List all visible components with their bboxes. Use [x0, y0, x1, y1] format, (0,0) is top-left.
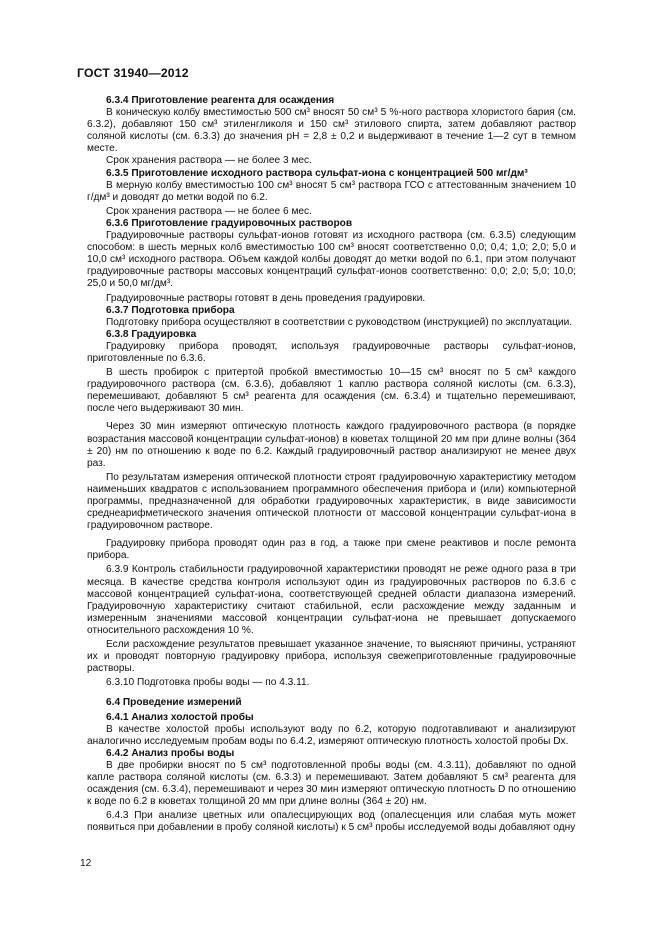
section-heading: 6.4.2 Анализ пробы воды	[106, 747, 235, 759]
paragraph: Градуировку прибора проводят один раз в год, а также при смене реактивов и после ремонта прибора.	[87, 538, 576, 562]
paragraph: 6.3.10 Подготовка пробы воды — по 4.3.11.	[106, 677, 310, 689]
paragraph: Градуировочные растворы сульфат-ионов готовят из исходного раствора (см. 6.3.5) следующим способом: в шесть мерных колб вместимостью 100 см³ вносят соответственно 0,0; 0,4; 1,0; 2,0; 5,0 и 10,0 см³ исходного раствора. Объем каждой колбы доводят до метки водой по 6.1, при этом получают градуировочные растворы массовых концентраций сульфат-ионов соответственно: 0,0; 2,0; 5,0; 10,0; 25,0 и 50,0 мг/дм³.	[87, 230, 576, 290]
paragraph: В мерную колбу вместимостью 100 см³ вносят 5 см³ раствора ГСО с аттестованным значением 10 г/дм³ и доводят до метки водой по 6.2.	[87, 179, 576, 203]
section-heading: 6.4.1 Анализ холостой пробы	[106, 711, 254, 723]
section-heading: 6.3.5 Приготовление исходного раствора сульфат-иона с концентрацией 500 мг/дм³	[106, 167, 528, 179]
paragraph: В две пробирки вносят по 5 см³ подготовленной пробы воды (см. 4.3.11), добавляют по одной капле раствора соляной кислоты (см. 6.3.3) и перемешивают. Затем добавляют 5 см³ реагента для осаждения (см. 6.3.4), перемешивают и через 30 мин измеряют оптическую плотность D по отношению к воде по 6.2 в кюветах толщиной 20 мм при длине волны (364 ± 20) нм.	[87, 759, 576, 808]
section-heading: 6.3.4 Приготовление реагента для осаждения	[106, 95, 335, 106]
section-heading: 6.4 Проведение измерений	[106, 697, 242, 709]
paragraph: Срок хранения раствора — не более 3 мес.	[106, 155, 312, 167]
paragraph: В коническую колбу вместимостью 500 см³ вносят 50 см³ 5 %-ного раствора хлористого бария (см. 6.3.2), добавляют 150 см³ этиленгликоля и 150 см³ этилового спирта, затем добавляют раствор соляной кислоты (см. 6.3.3) до значения pH = 2,8 ± 0,2 и выдерживают в течение 1—2 сут в темном месте.	[87, 107, 576, 155]
paragraph: Если расхождение результатов превышает указанное значение, то выясняют причины, устраняют их и проводят повторную градуировку прибора, используя свежеприготовленные градуировочные растворы.	[87, 639, 576, 675]
page-content	[87, 95, 576, 834]
section-heading: 6.3.6 Приготовление градуировочных растворов	[106, 217, 353, 229]
paragraph: 6.3.9 Контроль стабильности градуировочной характеристики проводят не реже одного раза в три месяца. В качестве средства контроля используют один из градуировочных растворов по 6.3.6 с массовой концентрацией сульфат-иона, соответствующей средней области диапазона измерений. Градуировочную характеристику считают стабильной, если расхождение между заданным и измеренным значениями массовой концентрации сульфат-иона не превышает допускаемого относительного расхождения 10 %.	[87, 564, 576, 636]
section-heading: 6.3.8 Градуировка	[106, 328, 197, 340]
paragraph: По результатам измерения оптической плотности строят градуировочную характеристику методом наименьших квадратов с использованием программного обеспечения прибора и (или) компьютерной программы, предназначенной для обработки градуировочных характеристик, в виде зависимости среднеарифметического значения оптической плотности от массовой концентрации сульфат-иона в градуировочном растворе.	[87, 471, 576, 532]
paragraph: Срок хранения раствора — не более 6 мес.	[106, 205, 312, 217]
paragraph: Через 30 мин измеряют оптическую плотность каждого градуировочного раствора (в порядке возрастания массовой концентрации сульфат-ионов) в кюветах толщиной 20 мм при длине волны (364 ± 20) нм по отношению к воде по 6.2. Каждый градуировочный раствор анализируют не менее двух раз.	[87, 421, 576, 469]
paragraph: В качестве холостой пробы используют воду по 6.2, которую подготавливают и анализируют аналогично исследуемым пробам воды по 6.4.2, измеряют оптическую плотность холостой пробы Dx.	[87, 723, 576, 747]
paragraph: В шесть пробирок с притертой пробкой вместимостью 10—15 см³ вносят по 5 см³ каждого градуировочного раствора (см. 6.3.6), добавляют 1 каплю раствора соляной кислоты (см. 6.3.3), перемешивают, добавляют 5 см³ реагента для осаждения (см. 6.3.4) и тщательно перемешивают, после чего выдерживают 30 мин.	[87, 367, 576, 415]
section-heading: 6.3.7 Подготовка прибора	[106, 304, 235, 316]
paragraph: Градуировочные растворы готовят в день проведения градуировки.	[106, 292, 426, 304]
page-header: ГОСТ 31940—2012	[77, 66, 189, 80]
paragraph: Подготовку прибора осуществляют в соответствии с руководством (инструкцией) по эксплуатации.	[106, 316, 573, 328]
paragraph: 6.4.3 При анализе цветных или опалесцирующих вод (опалесценция или слабая муть может появиться при добавлении в пробу соляной кислоты) к 5 см³ пробы исследуемой воды добавляют одну	[87, 810, 576, 834]
paragraph: Градуировку прибора проводят, используя градуировочные растворы сульфат-ионов, приготовленные по 6.3.6.	[87, 340, 576, 364]
page-number: 12	[80, 858, 92, 869]
